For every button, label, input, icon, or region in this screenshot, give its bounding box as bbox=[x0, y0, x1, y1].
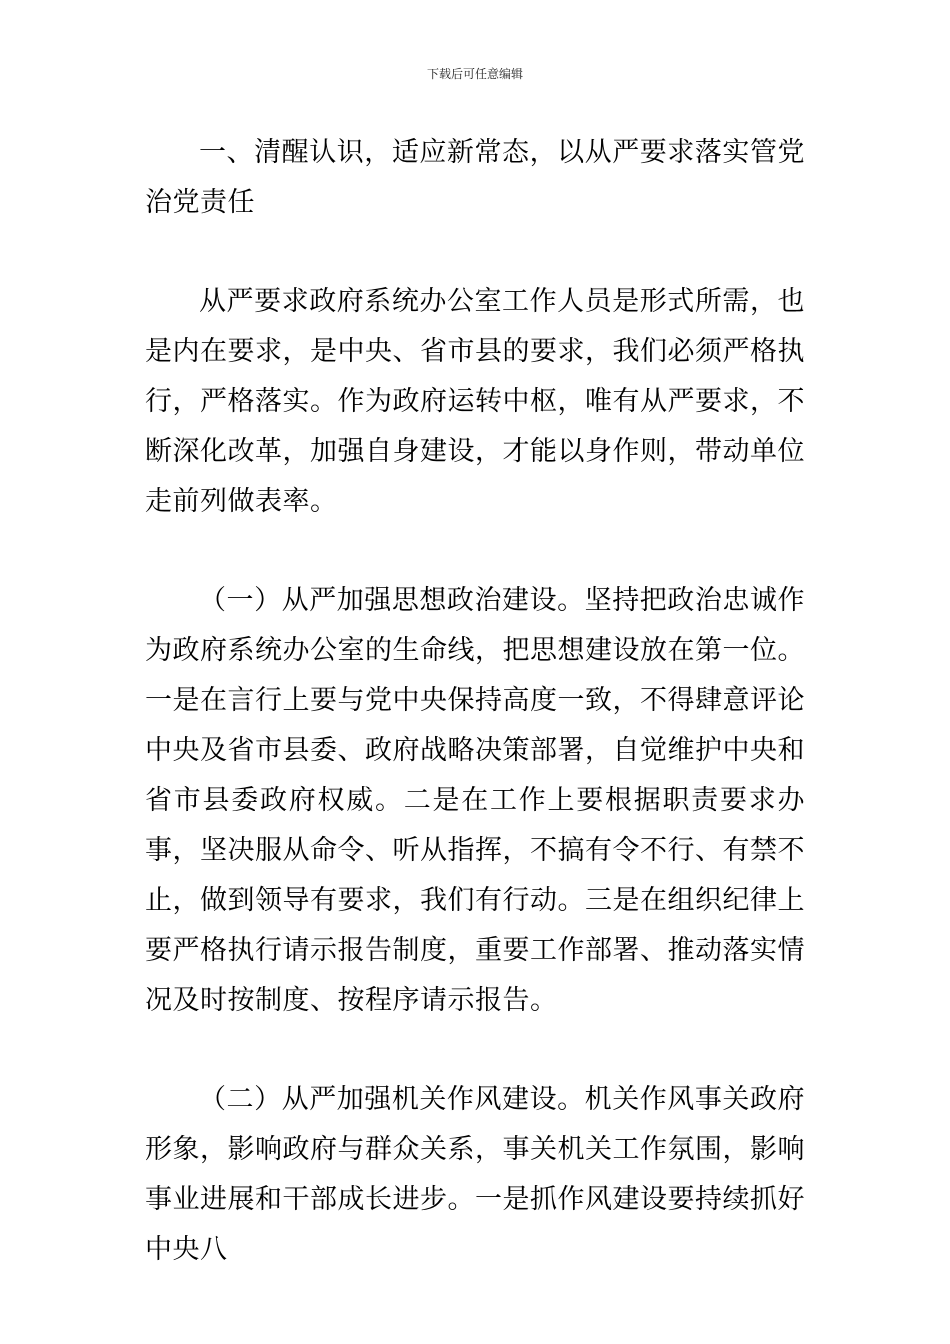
section-heading: 一、清醒认识，适应新常态，以从严要求落实管党治党责任 bbox=[145, 137, 805, 218]
paragraph-item-2: （二）从严加强机关作风建设。机关作风事关政府形象，影响政府与群众关系，事关机关工作氛围，影响事业进展和干部成长进步。一是抓作风建设要持续抓好中央八 bbox=[145, 1084, 805, 1265]
header-note: 下载后可任意编辑 bbox=[426, 67, 523, 81]
paragraph-gap bbox=[145, 1026, 805, 1075]
document-body bbox=[145, 128, 805, 1275]
paragraph-intro: 从严要求政府系统办公室工作人员是形式所需，也是内在要求，是中央、省市县的要求，我们必须严格执行，严格落实。作为政府运转中枢，唯有从严要求，不断深化改革，加强自身建设，才能以身作则，带动单位走前列做表率。 bbox=[145, 286, 805, 517]
paragraph-item-1: （一）从严加强思想政治建设。坚持把政治忠诚作为政府系统办公室的生命线，把思想建设放在第一位。一是在言行上要与党中央保持高度一致，不得肆意评论中央及省市县委、政府战略决策部署，自觉维护中央和省市县委政府权威。二是在工作上要根据职责要求办事，坚决服从命令、听从指挥，不搞有令不行、有禁不止，做到领导有要求，我们有行动。三是在组织纪律上要严格执行请示报告制度，重要工作部署、推动落实情况及时按制度、按程序请示报告。 bbox=[145, 585, 805, 1016]
paragraph-gap bbox=[145, 527, 805, 576]
paragraph-gap bbox=[145, 228, 805, 277]
